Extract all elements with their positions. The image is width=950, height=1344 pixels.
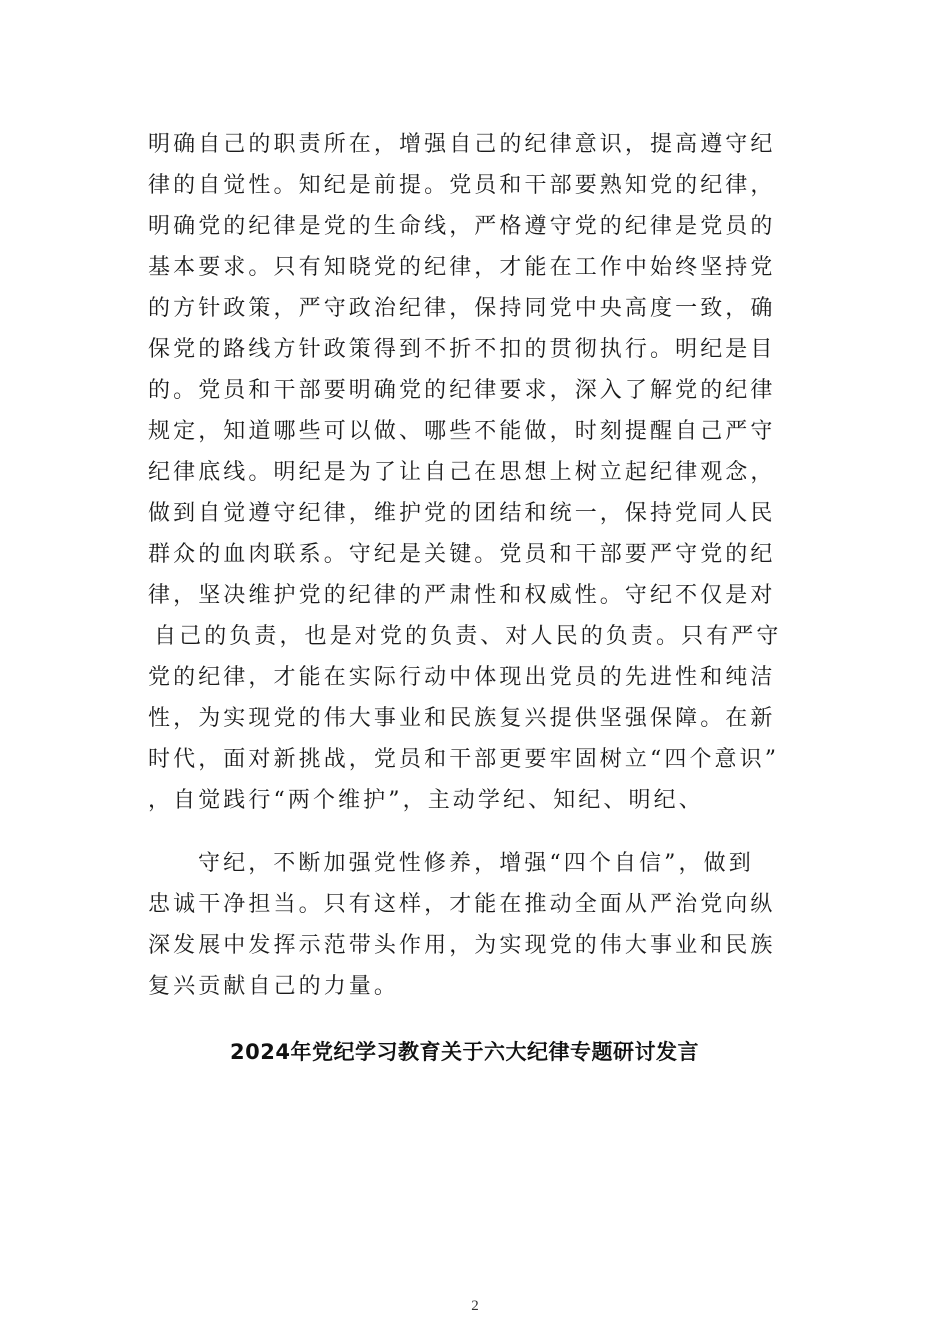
paragraph-line: 深发展中发挥示范带头作用，为实现党的伟大事业和民族 bbox=[148, 933, 776, 958]
paragraph-line: ，自觉践行“两个维护”，主动学纪、知纪、明纪、 bbox=[148, 788, 704, 813]
paragraph-line: 时代，面对新挑战，党员和干部更要牢固树立“四个意识” bbox=[148, 747, 780, 772]
paragraph-line: 忠诚干净担当。只有这样，才能在推动全面从严治党向纵 bbox=[148, 892, 776, 917]
paragraph-line: 基本要求。只有知晓党的纪律，才能在工作中始终坚持党 bbox=[148, 255, 776, 280]
body-paragraph bbox=[148, 124, 828, 1007]
paragraph-line: 明确党的纪律是党的生命线，严格遵守党的纪律是党员的 bbox=[148, 214, 776, 239]
paragraph-line: 明确自己的职责所在，增强自己的纪律意识，提高遵守纪 bbox=[148, 132, 776, 157]
paragraph-line: 党的纪律，才能在实际行动中体现出党员的先进性和纯洁 bbox=[148, 665, 776, 690]
paragraph-line: 律的自觉性。知纪是前提。党员和干部要熟知党的纪律， bbox=[148, 173, 776, 198]
paragraph-line: 律，坚决维护党的纪律的严肃性和权威性。守纪不仅是对 bbox=[148, 583, 776, 608]
paragraph-line: 守纪，不断加强党性修养，增强“四个自信”，做到 bbox=[198, 851, 754, 876]
paragraph-line: 规定，知道哪些可以做、哪些不能做，时刻提醒自己严守 bbox=[148, 419, 776, 444]
paragraph-line: 自己的负责，也是对党的负责、对人民的负责。只有严守 bbox=[154, 624, 782, 649]
paragraph-line: 纪律底线。明纪是为了让自己在思想上树立起纪律观念， bbox=[148, 460, 776, 485]
paragraph-line: 的方针政策，严守政治纪律，保持同党中央高度一致，确 bbox=[148, 296, 776, 321]
section-title: 2024年党纪学习教育关于六大纪律专题研讨发言 bbox=[230, 1040, 699, 1064]
paragraph-line: 的。党员和干部要明确党的纪律要求，深入了解党的纪律 bbox=[148, 378, 776, 403]
paragraph-line: 性，为实现党的伟大事业和民族复兴提供坚强保障。在新 bbox=[148, 706, 776, 731]
paragraph-line: 保党的路线方针政策得到不折不扣的贯彻执行。明纪是目 bbox=[148, 337, 776, 362]
paragraph-line: 复兴贡献自己的力量。 bbox=[148, 974, 400, 999]
page-number: 2 bbox=[471, 1298, 479, 1314]
paragraph-line: 群众的血肉联系。守纪是关键。党员和干部要严守党的纪 bbox=[148, 542, 776, 567]
paragraph-line: 做到自觉遵守纪律，维护党的团结和统一，保持党同人民 bbox=[148, 501, 776, 526]
